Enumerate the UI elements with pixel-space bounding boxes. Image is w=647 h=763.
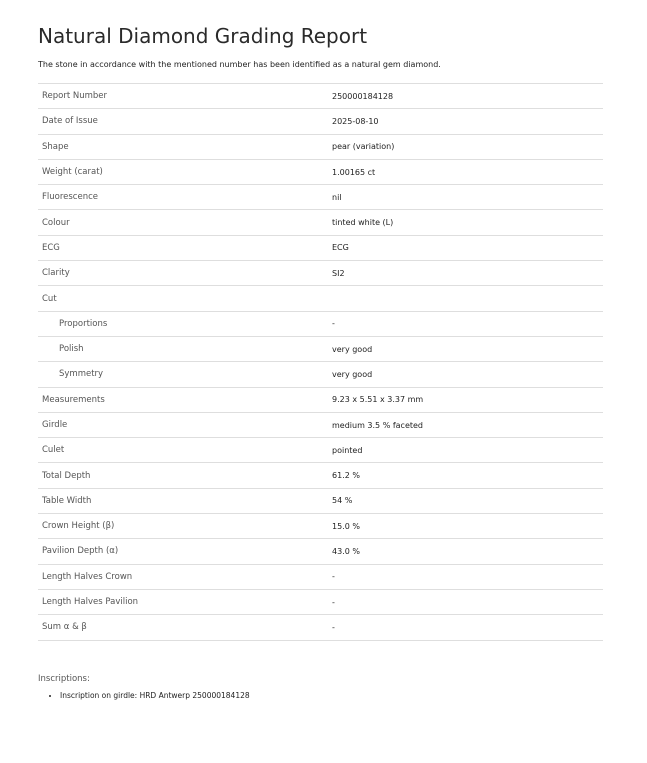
row-value: SI2 [332,268,345,278]
row-label: Cut [42,293,57,304]
row-value: pear (variation) [332,142,395,152]
row-label: Length Halves Crown [42,571,133,582]
row-value: pointed [332,445,363,455]
report-details-table [38,83,603,641]
row-value: - [332,572,335,582]
row-value: very good [332,369,373,379]
table-row [38,539,603,564]
row-label: Proportions [59,318,108,329]
table-row [38,412,603,437]
row-label: Colour [42,217,70,228]
row-value: 9.23 x 5.51 x 3.37 mm [332,395,424,405]
table-row [38,261,603,286]
row-label: Table Width [42,495,92,506]
table-row [38,564,603,589]
table-row [38,615,603,640]
table-row [38,109,603,134]
row-value: nil [332,192,342,202]
table-row [38,210,603,235]
table-row [38,362,603,387]
row-label: Sum α & β [42,622,87,633]
row-value: 54 % [332,496,353,506]
row-value: 250000184128 [332,91,394,101]
row-label: Girdle [42,420,68,430]
table-row [38,84,603,109]
row-label: Polish [59,344,84,355]
table-row [38,336,603,361]
table-row [38,286,603,311]
row-value: 15.0 % [332,521,360,531]
table-row [38,235,603,260]
row-value [332,286,603,311]
table-row [38,463,603,488]
row-label: Crown Height (β) [42,521,115,532]
row-value: tinted white (L) [332,218,394,228]
row-label: Clarity [42,268,70,279]
row-value: 43.0 % [332,546,360,556]
row-value: 1.00165 ct [332,167,376,177]
row-label: Symmetry [59,369,104,380]
table-row [38,387,603,412]
inscriptions-list [38,690,603,702]
list-item: • Inscription on girdle: HRD Antwerp 250000184128 [60,690,603,702]
report-rows [38,84,603,641]
inscriptions-heading: Inscriptions: [38,673,90,684]
inscriptions-section [38,673,603,702]
row-label: Report Number [42,91,108,102]
row-label: Weight (carat) [42,167,103,178]
row-label: Shape [42,141,69,152]
table-row [38,311,603,336]
report-title: Natural Diamond Grading Report [38,24,368,48]
row-label: Pavilion Depth (α) [42,546,119,557]
row-label: Date of Issue [42,116,98,127]
row-label: Measurements [42,394,105,405]
row-label: Length Halves Pavilion [42,597,139,608]
table-row [38,185,603,210]
table-row [38,438,603,463]
row-label: ECG [42,242,60,253]
grading-report [38,22,603,702]
row-value: medium 3.5 % faceted [332,420,424,430]
table-row [38,514,603,539]
report-subtitle: The stone in accordance with the mentioned number has been identified as a natural gem diamond. [38,60,441,69]
row-value: - [332,597,335,607]
row-value: 61.2 % [332,471,360,481]
row-value: ECG [332,243,349,253]
row-value: - [332,319,335,329]
table-row [38,589,603,614]
row-value: - [332,622,335,632]
row-value: 2025-08-10 [332,116,379,126]
table-row [38,488,603,513]
row-label: Fluorescence [42,192,98,203]
table-row [38,159,603,184]
table-row [38,134,603,159]
row-label: Culet [42,445,65,456]
row-label: Total Depth [42,470,91,481]
row-value: very good [332,344,373,354]
